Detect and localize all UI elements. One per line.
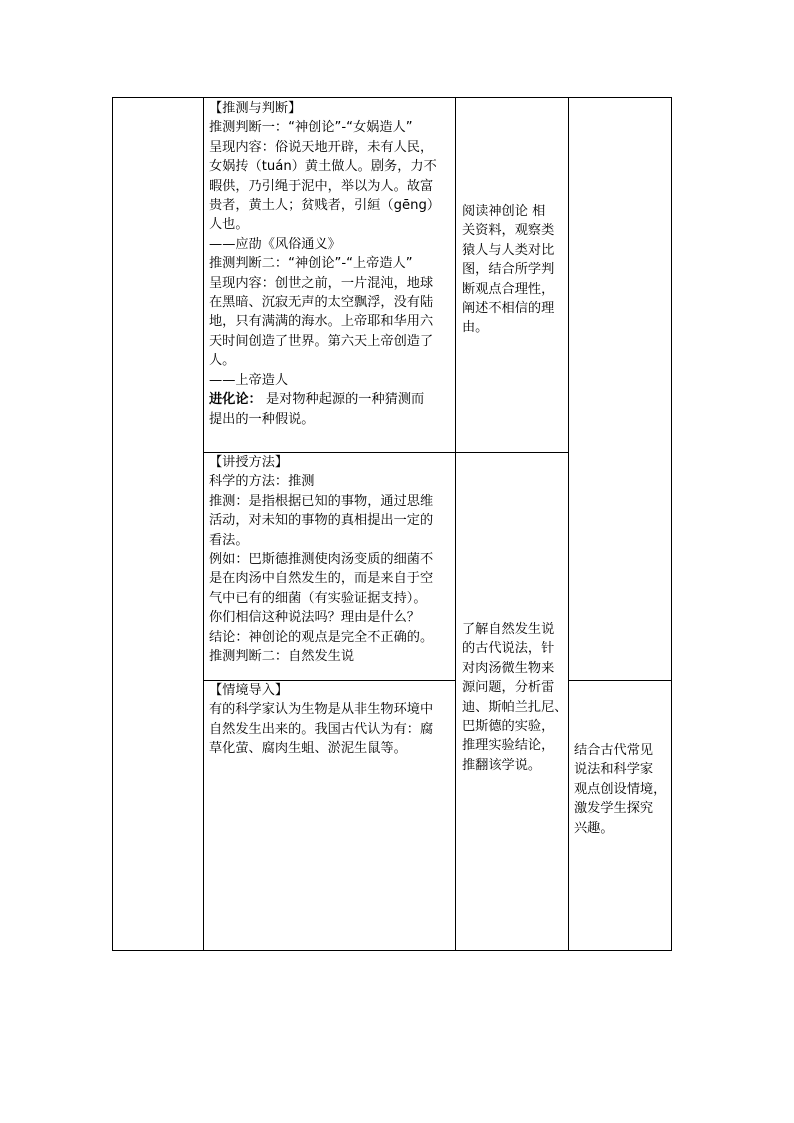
text-line: 活动，对未知的事物的真相提出一定的 — [209, 513, 434, 529]
text-line: 有的科学家认为生物是从非生物环境中 — [209, 702, 434, 718]
evolution-text: 是对物种起源的一种猜测而 — [265, 392, 425, 408]
text-line: 了解自然发生说 — [462, 622, 555, 637]
row-divider-3 — [568, 680, 672, 681]
speculation-section — [209, 99, 440, 429]
text-line: 推测：是指根据已知的事物，通过思维 — [209, 493, 434, 509]
text-line: 是在肉汤中自然发生的，而是来自于空 — [209, 571, 434, 587]
text-line: 激发学生探究 — [574, 801, 654, 817]
text-line: 阐述不相信的理 — [462, 301, 555, 317]
text-line: 关资料，观察类 — [462, 223, 555, 239]
text-line: 呈现内容：创世之前，一片混沌，地球 — [209, 275, 434, 291]
text-line: 源问题，分析雷 — [462, 680, 555, 696]
table-right-border — [671, 97, 672, 951]
text-line: 结合古代常见 — [574, 743, 654, 758]
text-line: 兴趣。 — [574, 820, 614, 836]
text-line: 提出的一种假说。 — [209, 411, 315, 427]
text-line: 推测判断一：“神创论”-“女娲造人” — [209, 120, 413, 136]
text-line: 观点创设情境， — [574, 781, 667, 797]
text-line: 看法。 — [209, 532, 249, 548]
text-line: 结论：神创论的观点是完全不正确的。 — [209, 629, 434, 645]
scenario-intent — [574, 741, 666, 838]
text-line: ——应劭《风俗通义》 — [209, 236, 341, 252]
text-line: 断观点合理性， — [462, 281, 555, 297]
evolution-label: 进化论： — [209, 392, 262, 408]
text-line: 的古代说法，针 — [462, 641, 555, 657]
text-line: 迪、斯帕兰扎尼、 — [462, 699, 568, 715]
text-line: ——上帝造人 — [209, 372, 289, 388]
speculation-activity — [462, 202, 554, 338]
text-line: 例如：巴斯德推测使肉汤变质的细菌不 — [209, 552, 434, 568]
scenario-intro-section — [209, 681, 433, 759]
section-heading: 【讲授方法】 — [209, 455, 289, 470]
teaching-method-activity — [462, 620, 568, 775]
text-line: 草化萤、腐肉生蛆、淤泥生鼠等。 — [209, 741, 407, 757]
column-divider-3 — [568, 97, 569, 951]
text-line: 巴斯德的实验， — [462, 719, 555, 735]
text-line: 图，结合所学判 — [462, 262, 555, 278]
text-line: 自然发生出来的。我国古代认为有：腐 — [209, 721, 434, 737]
text-line: 在黑暗、沉寂无声的太空飘浮，没有陆 — [209, 295, 434, 311]
section-heading: 【情境导入】 — [209, 683, 289, 698]
text-line: 推测判断二：“神创论”-“上帝造人” — [209, 256, 413, 272]
text-line: 女娲抟（tuán）黄土做人。剧务，力不 — [209, 159, 437, 175]
table-left-border — [112, 97, 113, 951]
text-line: 科学的方法：推测 — [209, 474, 315, 490]
column-divider-2 — [455, 97, 456, 951]
text-line: 由。 — [462, 320, 489, 336]
text-line: 人。 — [209, 353, 236, 369]
text-line: 呈现内容：俗说天地开辟，未有人民， — [209, 139, 434, 155]
text-line: 你们相信这种说法吗？理由是什么？ — [209, 610, 420, 626]
text-line: 贵者，黄土人；贫贱者，引絙（gēng） — [209, 198, 441, 214]
teaching-method-section — [209, 453, 433, 666]
text-line: 推翻该学说。 — [462, 757, 542, 773]
text-line: 地，只有满满的海水。上帝耶和华用六 — [209, 314, 434, 330]
text-line: 对肉汤微生物来 — [462, 660, 555, 676]
text-line: 猿人与人类对比 — [462, 242, 555, 258]
text-line: 推测判断二：自然发生说 — [209, 649, 355, 665]
column-divider-1 — [203, 97, 204, 951]
text-line: 天时间创造了世界。第六天上帝创造了 — [209, 333, 434, 349]
text-line: 气中已有的细菌（有实验证据支持）。 — [209, 590, 427, 606]
text-line: 阅读神创论 相 — [462, 204, 546, 219]
text-line: 推理实验结论， — [462, 738, 555, 754]
section-heading: 【推测与判断】 — [209, 101, 302, 116]
evolution-line — [209, 390, 440, 409]
text-line: 暇供，乃引绳于泥中，举以为人。故富 — [209, 178, 434, 194]
text-line: 人也。 — [209, 217, 249, 233]
table-bottom-border — [112, 950, 672, 951]
text-line: 说法和科学家 — [574, 762, 654, 778]
table-top-border — [112, 97, 672, 98]
